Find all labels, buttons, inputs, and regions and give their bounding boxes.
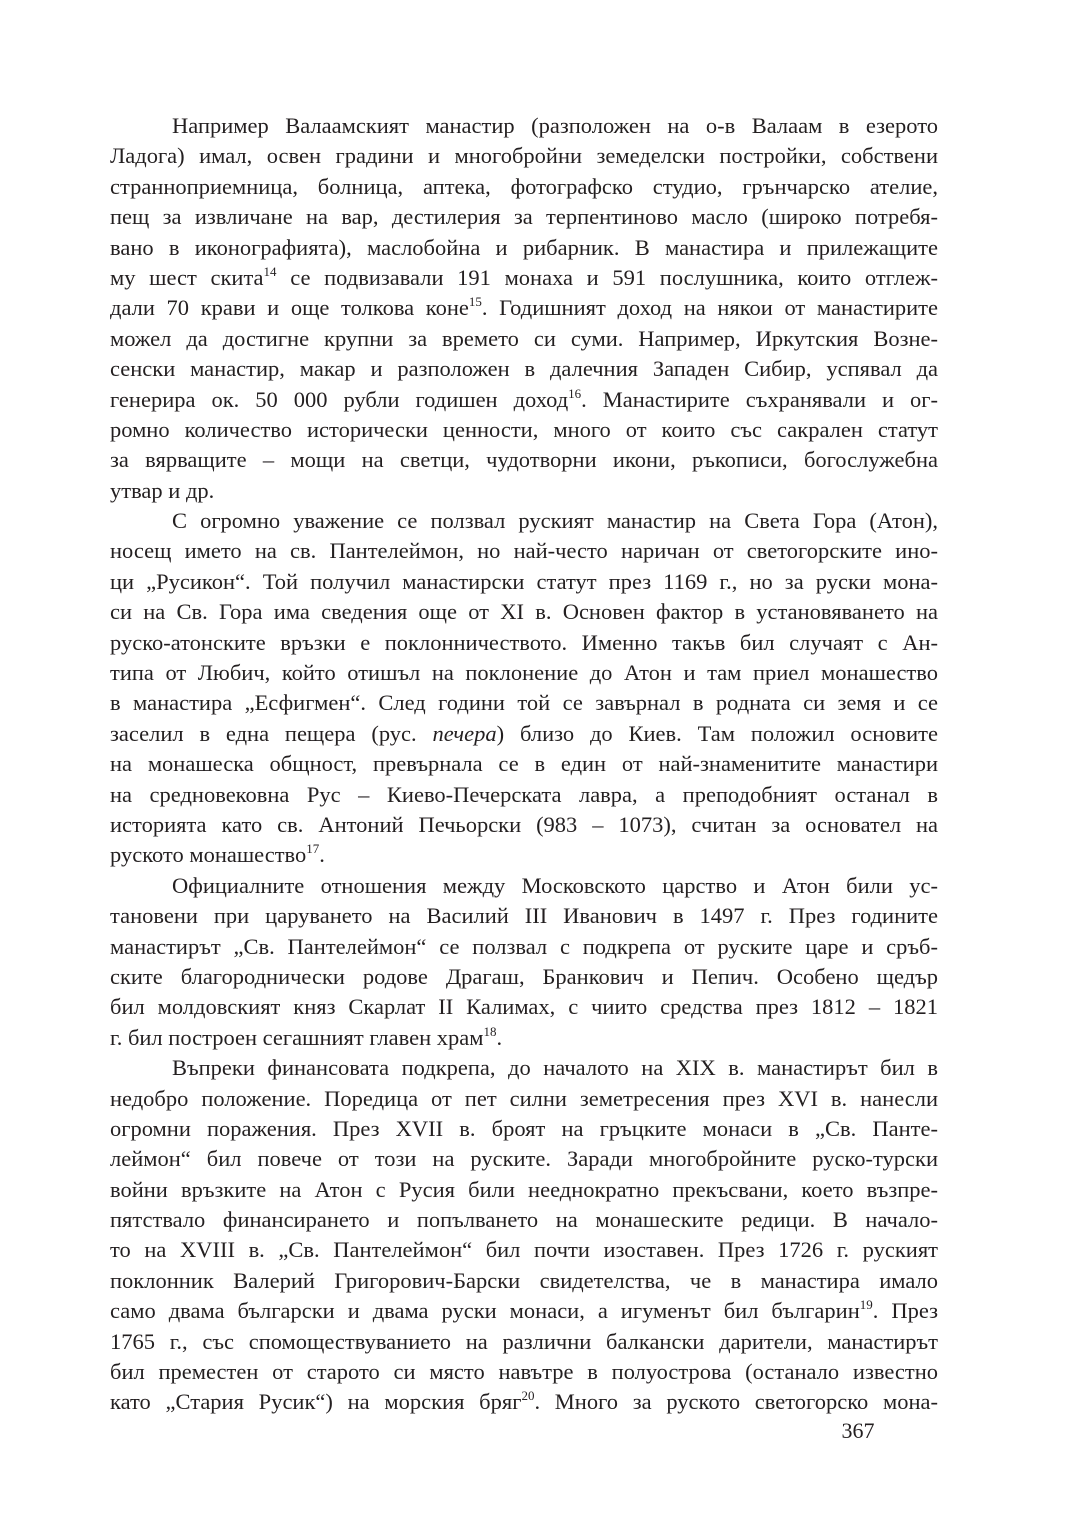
text-line bbox=[110, 1023, 938, 1053]
text-run: г. бил построен сегашният главен храм bbox=[110, 1024, 484, 1050]
text-run: се подвизавали 191 монаха и 591 послушника, които отглеж- bbox=[276, 264, 938, 290]
text-run: тановени при царуването на Василий III Иванович в 1497 г. През годините bbox=[110, 903, 938, 929]
text-line bbox=[110, 1175, 938, 1205]
text-run: на средновековна Рус – Киево-Печерската лавра, а преподобният останал в bbox=[110, 781, 938, 807]
text-line bbox=[110, 506, 938, 536]
text-line bbox=[110, 658, 938, 688]
text-line bbox=[110, 415, 938, 445]
text-run: ци „Русикон“. Той получил манастирски статут през 1169 г., но за руски мона- bbox=[110, 568, 938, 594]
text-line bbox=[110, 141, 938, 171]
text-run: бил молдовският княз Скарлат II Калимах, с чиито средства през 1812 – 1821 bbox=[110, 994, 938, 1020]
text-run: . Годишният доход на някои от манастирите bbox=[481, 295, 938, 321]
body-text bbox=[110, 111, 938, 1418]
text-run: на монашеска общност, превърнала се в един от най-знаменитите манастири bbox=[110, 751, 938, 777]
footnote-reference: 15 bbox=[468, 294, 482, 310]
text-run: С огромно уважение се ползвал руският манастир на Света Гора (Атон), bbox=[172, 508, 938, 534]
text-line bbox=[110, 597, 938, 627]
text-line bbox=[110, 1357, 938, 1387]
text-line bbox=[110, 810, 938, 840]
text-run: руско-атонските връзки е поклонничеството. Именно такъв бил случаят с Ан- bbox=[110, 629, 938, 655]
text-line bbox=[110, 749, 938, 779]
text-line bbox=[110, 293, 938, 323]
text-run: . През bbox=[872, 1298, 938, 1324]
footnote-reference: 20 bbox=[521, 1388, 535, 1404]
text-run: като „Стария Русик“) на морския бряг bbox=[110, 1389, 522, 1415]
text-run: утвар и др. bbox=[110, 477, 215, 503]
text-run: генерира ок. 50 000 рубли годишен доход bbox=[110, 386, 569, 412]
text-run: . bbox=[319, 842, 325, 868]
text-run: Например Валаамският манастир (разположен на о-в Валаам в езерото bbox=[172, 113, 938, 138]
text-run: му шест скита bbox=[110, 264, 264, 290]
text-line bbox=[110, 780, 938, 810]
text-run: можел да достигне крупни за времето си суми. Например, Иркутския Возне- bbox=[110, 325, 938, 351]
text-line bbox=[110, 1053, 938, 1083]
text-run: само двама български и двама руски монаси, а игуменът бил българин bbox=[110, 1298, 860, 1324]
text-run: Въпреки финансовата подкрепа, до началото на XIX в. манастирът бил в bbox=[172, 1055, 938, 1081]
text-line bbox=[110, 628, 938, 658]
text-run: типа от Любич, който отишъл на поклонение до Атон и там приел монашество bbox=[110, 660, 938, 686]
text-line bbox=[110, 901, 938, 931]
text-line bbox=[110, 111, 938, 141]
text-line bbox=[110, 1387, 938, 1417]
text-run: . bbox=[496, 1024, 503, 1050]
text-line bbox=[110, 172, 938, 202]
text-run: руското монашество bbox=[110, 842, 307, 868]
text-line bbox=[110, 385, 938, 415]
text-line bbox=[110, 233, 938, 263]
text-run: ) близо до Киев. Там положил основите bbox=[496, 720, 938, 746]
text-run: то на XVIII в. „Св. Пантелеймон“ бил почти изоставен. През 1726 г. руският bbox=[110, 1237, 938, 1263]
footnote-reference: 14 bbox=[263, 263, 277, 279]
text-run: огромни поражения. През XVII в. броят на гръцките монаси в „Св. Панте- bbox=[110, 1115, 938, 1141]
footnote-reference: 17 bbox=[306, 841, 320, 857]
text-run: войни връзките на Атон с Русия били нееднократно прекъсвани, което възпре- bbox=[110, 1176, 938, 1202]
text-line bbox=[110, 932, 938, 962]
text-line bbox=[110, 1205, 938, 1235]
text-line bbox=[110, 1144, 938, 1174]
text-line bbox=[110, 1084, 938, 1114]
text-run: леймон“ бил повече от този на руските. Заради многобройните руско-турски bbox=[110, 1146, 938, 1172]
text-line bbox=[110, 263, 938, 293]
text-line bbox=[110, 324, 938, 354]
page-number: 367 bbox=[841, 1418, 875, 1443]
text-run: сенски манастир, макар и разположен в далечния Западен Сибир, успявал да bbox=[110, 356, 938, 382]
text-line bbox=[110, 476, 938, 506]
text-line bbox=[110, 536, 938, 566]
italic-term: печера bbox=[432, 720, 497, 746]
text-line bbox=[110, 1327, 938, 1357]
text-run: ромно количество исторически ценности, много от които със сакрален статут bbox=[110, 416, 938, 442]
text-line bbox=[110, 871, 938, 901]
text-run: недобро положение. Поредица от пет силни земетресения през XVI в. нанесли bbox=[110, 1085, 938, 1111]
text-run: историята като св. Антоний Печьорски (983 – 1073), считан за основател на bbox=[110, 811, 938, 837]
text-run: страннoприемница, болница, аптека, фотографско студио, грънчарско ателие, bbox=[110, 173, 938, 199]
text-run: си на Св. Гора има сведения още от XI в. Основен фактор в установяването на bbox=[110, 599, 938, 625]
text-line bbox=[110, 719, 938, 749]
footnote-reference: 18 bbox=[483, 1023, 497, 1039]
text-line bbox=[110, 840, 938, 870]
text-run: за вярващите – мощи на светци, чудотворни икони, ръкописи, богослужебна bbox=[110, 447, 938, 473]
text-run: дали 70 крави и още толкова коне bbox=[110, 295, 469, 321]
footnote-reference: 19 bbox=[859, 1297, 873, 1313]
text-line bbox=[110, 992, 938, 1022]
text-run: вано в иконографията), маслобойна и рибарник. В манастира и прилежащите bbox=[110, 234, 938, 260]
text-run: ските благороднически родове Драгаш, Бранкович и Пепич. Особено щедър bbox=[110, 963, 938, 989]
text-line bbox=[110, 962, 938, 992]
text-run: бил преместен от старото си място навътре в полуострова (останало известно bbox=[110, 1359, 938, 1385]
footnote-reference: 16 bbox=[568, 385, 582, 401]
text-run: Официалните отношения между Московското царство и Атон били ус- bbox=[172, 872, 938, 898]
text-run: носещ името на св. Пантелеймон, но най-често наричан от светогорските ино- bbox=[110, 538, 938, 564]
text-run: пятствало финансирането и попълването на монашеските редици. В начало- bbox=[110, 1207, 938, 1233]
text-line bbox=[110, 354, 938, 384]
text-run: пещ за извличане на вар, дестилерия за терпентиново масло (широко потребя- bbox=[110, 204, 938, 230]
text-run: поклонник Валерий Григорович-Барски свидетелства, че в манастира имало bbox=[110, 1267, 938, 1293]
text-line bbox=[110, 1235, 938, 1265]
text-run: . Манастирите съхранявали и ог- bbox=[581, 386, 938, 412]
text-run: в манастира „Есфигмен“. След години той се завърнал в родната си земя и се bbox=[110, 690, 938, 716]
text-run: заселил в една пещера (рус. bbox=[110, 720, 433, 746]
text-line bbox=[110, 1114, 938, 1144]
text-run: 1765 г., със спомоществуванието на различни балкански дарители, манастирът bbox=[110, 1328, 938, 1354]
text-run: Ладога) имал, освен градини и многобройни земеделски постройки, собствени bbox=[110, 143, 938, 169]
text-line bbox=[110, 567, 938, 597]
text-line bbox=[110, 1296, 938, 1326]
text-run: манастирът „Св. Пантелеймон“ се ползвал с подкрепа от руските царе и сръб- bbox=[110, 933, 938, 959]
text-line bbox=[110, 445, 938, 475]
text-line bbox=[110, 688, 938, 718]
text-line bbox=[110, 202, 938, 232]
text-line bbox=[110, 1266, 938, 1296]
text-run: . Много за руското светогорско мона- bbox=[534, 1389, 938, 1415]
